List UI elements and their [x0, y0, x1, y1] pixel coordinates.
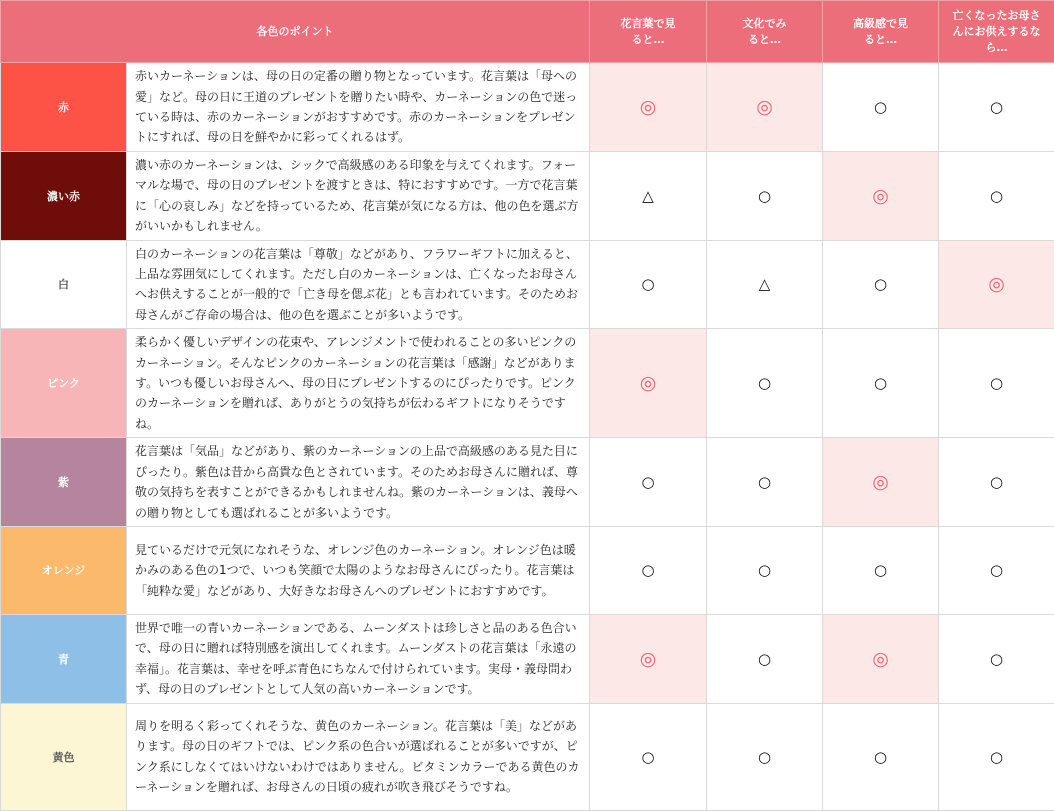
header-flower-language: 花言葉で見ると…	[590, 1, 707, 63]
mark-luxury: ○	[823, 63, 939, 152]
mark-flower-language: ◎	[590, 63, 707, 152]
mark-offering: ○	[939, 526, 1054, 614]
mark-luxury: ○	[823, 703, 939, 810]
table-row	[1, 329, 1054, 438]
description-cell: 赤いカーネーションは、母の日の定番の贈り物となっています。花言葉は「母への愛」など。母の日に王道のプレゼントを贈りたい時や、カーネーションの色で迷っている時は、赤のカーネーションがおすすめです。赤のカーネーションをプレゼントにすれば、母の日を鮮やかに彩ってくれるはず。	[127, 63, 590, 152]
table-row	[1, 63, 1054, 152]
table-body	[1, 63, 1054, 811]
description-cell: 世界で唯一の青いカーネーションである、ムーンダストは珍しさと品のある色合いで、母の日に贈れば特別感を演出してくれます。ムーンダストの花言葉は「永遠の幸福」。花言葉は、幸せを呼ぶ青色にちなんで付けられています。実母・義母問わず、母の日のプレゼントとして人気の高いカーネーションです。	[127, 614, 590, 703]
description-cell: 柔らかく優しいデザインの花束や、アレンジメントで使われることの多いピンクのカーネーション。そんなピンクのカーネーションの花言葉は「感謝」などがあります。いつも優しいお母さんへ、母の日にプレゼントするのにぴったりです。ピンクのカーネーションを贈れば、ありがとうの気持ちが伝わるギフトになりそうですね。	[127, 329, 590, 438]
table-row	[1, 703, 1054, 810]
mark-offering: ○	[939, 703, 1054, 810]
mark-flower-language: ○	[590, 703, 707, 810]
mark-flower-language: △	[590, 152, 707, 241]
table-row	[1, 614, 1054, 703]
table-header-row	[1, 1, 1054, 63]
table-row	[1, 152, 1054, 241]
table-row	[1, 240, 1054, 329]
table-row	[1, 526, 1054, 614]
mark-luxury: ○	[823, 240, 939, 329]
header-culture: 文化でみると…	[707, 1, 823, 63]
table-row	[1, 438, 1054, 527]
color-label-cell: 青	[1, 614, 127, 703]
mark-luxury: ◎	[823, 614, 939, 703]
mark-flower-language: ◎	[590, 329, 707, 438]
mark-culture: ○	[707, 526, 823, 614]
mark-culture: ○	[707, 152, 823, 241]
mark-offering: ◎	[939, 240, 1054, 329]
mark-luxury: ◎	[823, 438, 939, 527]
mark-offering: ○	[939, 438, 1054, 527]
mark-offering: ○	[939, 63, 1054, 152]
mark-culture: △	[707, 240, 823, 329]
mark-culture: ○	[707, 329, 823, 438]
header-points: 各色のポイント	[1, 1, 590, 63]
color-label-cell: 白	[1, 240, 127, 329]
color-label-cell: オレンジ	[1, 526, 127, 614]
description-cell: 見ているだけで元気になれそうな、オレンジ色のカーネーション。オレンジ色は暖かみのある色の1つで、いつも笑顔で太陽のようなお母さんにぴったり。花言葉は「純粋な愛」などがあり、大好きなお母さんへのプレゼントにおすすめです。	[127, 526, 590, 614]
header-luxury: 高級感で見ると…	[823, 1, 939, 63]
mark-flower-language: ◎	[590, 614, 707, 703]
mark-flower-language: ○	[590, 240, 707, 329]
description-cell: 濃い赤のカーネーションは、シックで高級感のある印象を与えてくれます。フォーマルな場で、母の日のプレゼントを渡すときは、特におすすめです。一方で花言葉に「心の哀しみ」などを持っているため、花言葉が気になる方は、他の色を選ぶ方がいいかもしれません。	[127, 152, 590, 241]
mark-flower-language: ○	[590, 438, 707, 527]
description-cell: 花言葉は「気品」などがあり、紫のカーネーションの上品で高級感のある見た目にぴったり。紫色は昔から高貴な色とされています。そのためお母さんに贈れば、尊敬の気持ちを表すことができるかもしれませんね。紫のカーネーションは、義母への贈り物としても選ばれることが多いようです。	[127, 438, 590, 527]
color-label-cell: 濃い赤	[1, 152, 127, 241]
mark-luxury: ◎	[823, 152, 939, 241]
mark-flower-language: ○	[590, 526, 707, 614]
color-label-cell: 赤	[1, 63, 127, 152]
description-cell: 白のカーネーションの花言葉は「尊敬」などがあり、フラワーギフトに加えると、上品な雰囲気にしてくれます。ただし白のカーネーションは、亡くなったお母さんへお供えすることが一般的で「亡き母を偲ぶ花」とも言われています。そのためお母さんがご存命の場合は、他の色を選ぶことが多いようです。	[127, 240, 590, 329]
color-label-cell: ピンク	[1, 329, 127, 438]
color-label-cell: 紫	[1, 438, 127, 527]
mark-culture: ○	[707, 703, 823, 810]
mark-offering: ○	[939, 329, 1054, 438]
color-label-cell: 黄色	[1, 703, 127, 810]
description-cell: 周りを明るく彩ってくれそうな、黄色のカーネーション。花言葉は「美」などがあります。母の日のギフトでは、ピンク系の色合いが選ばれることが多いですが、ピンク系にしなくてはいけないわけではありません。ビタミンカラーである黄色のカーネーションを贈れば、お母さんの日頃の疲れが吹き飛びそうですね。	[127, 703, 590, 810]
mark-culture: ○	[707, 438, 823, 527]
mark-offering: ○	[939, 614, 1054, 703]
mark-offering: ○	[939, 152, 1054, 241]
mark-luxury: ○	[823, 329, 939, 438]
header-offering: 亡くなったお母さんにお供えするなら…	[939, 1, 1054, 63]
mark-culture: ◎	[707, 63, 823, 152]
mark-culture: ○	[707, 614, 823, 703]
mark-luxury: ○	[823, 526, 939, 614]
